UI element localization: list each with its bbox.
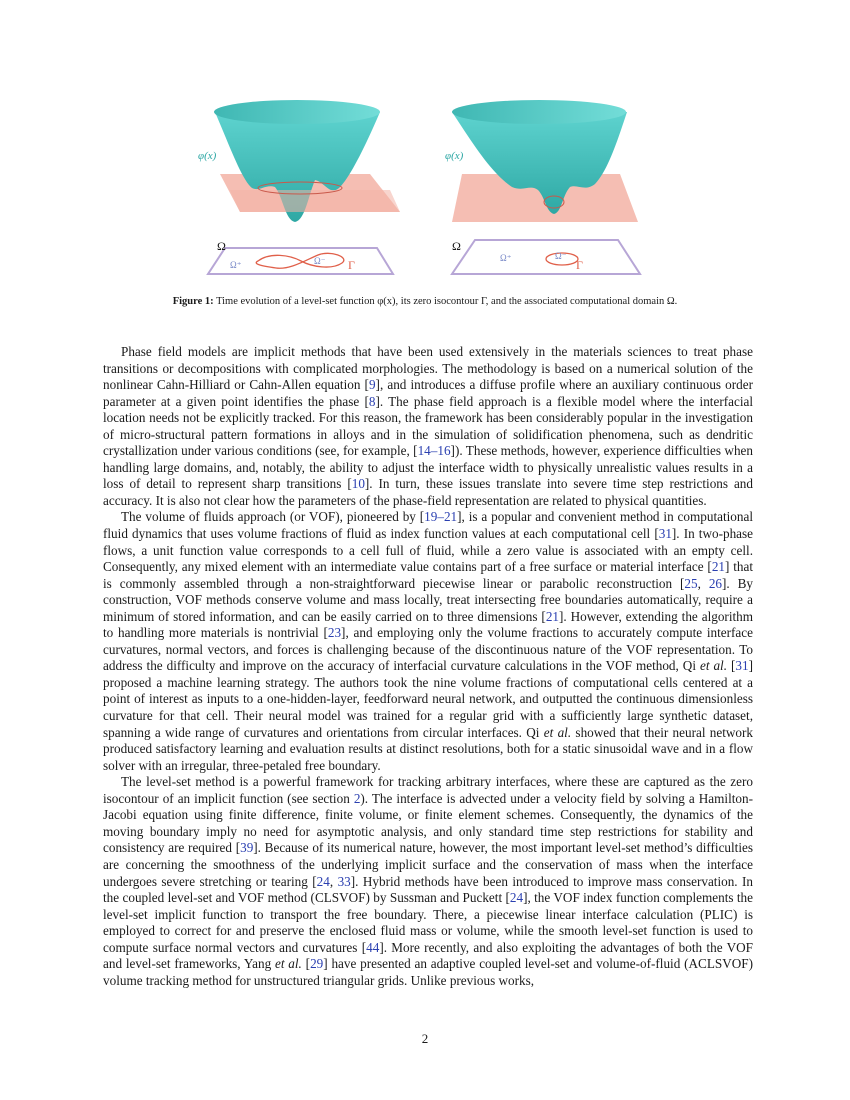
citation-link[interactable]: 21	[711, 559, 725, 575]
omega-plus-right: Ω⁺	[500, 253, 512, 263]
italic-text: et al.	[543, 724, 572, 740]
citation-link[interactable]: 8	[368, 393, 376, 409]
left-panel	[208, 100, 400, 274]
text-run: ]. Hybrid methods have been introduced to improve mass conservation. In the coupled level-set and VOF method (CLSVOF) by Sussman and Puckett [	[103, 873, 753, 906]
phi-label-right: φ(x)	[445, 150, 464, 162]
text-run: ,	[329, 873, 338, 889]
omega-plus-left: Ω⁺	[230, 260, 242, 270]
text-run: ] that is commonly assembled through a non-straightforward piecewise linear or parabolic reconstruction [	[103, 559, 754, 591]
text-run: ,	[697, 575, 709, 591]
citation-link[interactable]: 23	[327, 625, 342, 641]
text-run: ]. In turn, these issues translate into severe time step restrictions and accuracy. It is also not clear how the parameters of the phase-field representation are related to physical quantities.	[103, 476, 753, 508]
text-run: ] have presented an adaptive coupled level-set and volume-of-fluid (ACLSVOF) volume tracking method for unstructured triangular grids. Unlike previous works,	[103, 956, 753, 988]
text-run: ]. Because of its numerical nature, however, the most important level-set method’s difficulties are concerning the smoothness of the underlying implicit surface and the conservation of mass when the interface undergoes severe stretching or tearing [	[103, 840, 753, 889]
paragraph	[103, 509, 753, 774]
citation-link[interactable]: 9	[368, 377, 376, 393]
text-run: The volume of fluids approach (or VOF), pioneered by [	[121, 509, 425, 525]
surface-rim-right	[452, 100, 626, 124]
body-text	[103, 344, 753, 989]
citation-link[interactable]: 25	[684, 575, 698, 591]
citation-link[interactable]: 10	[351, 476, 365, 492]
italic-text: et al.	[699, 658, 728, 674]
paragraph	[103, 774, 753, 989]
omega-minus-right: Ω⁻	[555, 251, 567, 261]
phi-label-left: φ(x)	[198, 150, 217, 162]
citation-link[interactable]: 33	[337, 873, 351, 889]
gamma-label-left: Γ	[348, 258, 355, 272]
domain-right	[452, 240, 640, 274]
text-run: ]). These methods, however, experience difficulties when handling large domains, and, notably, the ability to adjust the interface width to physically unrealistic values results in a loss of detail to represent sharp transitions [	[103, 443, 753, 492]
citation-link[interactable]: 19–21	[424, 509, 458, 525]
text-run: ). The interface is advected under a velocity field by solving a Hamilton-Jacobi equation using finite difference, finite volume, or finite element schemes. Consequently, the dynamics of the moving boundary imply no need for asymptotic analysis, and only standard time step restrictions for stability and consistency are required [	[103, 790, 753, 856]
omega-label-right: Ω	[452, 239, 461, 253]
citation-link[interactable]: 26	[708, 575, 723, 591]
figure-1	[190, 92, 660, 282]
citation-link[interactable]: 21	[545, 608, 560, 624]
caption-text: Time evolution of a level-set function φ(x), its zero isocontour Γ, and the associated computational domain Ω.	[216, 296, 678, 307]
citation-link[interactable]: 39	[240, 840, 254, 856]
text-run: ], and employing only the volume fractions to accurately compute interface curvatures, normal vectors, and forces is challenging because of the discontinuous nature of the VOF representation. To address the difficulty and improve on the accuracy of interfacial curvature calculations in the VOF method, Qi	[103, 625, 753, 674]
text-run: ]. In two-phase flows, a unit function value corresponds to a cell full of fluid, while a zero value is associated with an empty cell. Consequently, any mixed element with an intermediate value contains part of a free surface or material interface [	[103, 526, 753, 575]
omega-label-left: Ω	[217, 239, 226, 253]
italic-text: et al.	[274, 956, 302, 972]
citation-link[interactable]: 24	[316, 873, 330, 889]
text-run: ]. By construction, VOF methods conserve volume and mass locally, treat intersecting free boundaries automatically, require a minimum of stored information, and can be easily carried on to three dimensions [	[103, 575, 754, 624]
citation-link[interactable]: 14–16	[417, 443, 451, 459]
gamma-label-right: Γ	[576, 258, 583, 272]
text-run: ], is a popular and convenient method in computational fluid dynamics that uses volume fractions of fluid as index function values at each computational cell [	[103, 509, 754, 542]
surface-rim-left	[214, 100, 380, 124]
citation-link[interactable]: 24	[509, 890, 524, 906]
text-run: ], and introduces a diffuse profile where an auxiliary continuous order parameter at a given point identifies the phase [	[103, 377, 753, 409]
text-run: ] proposed a machine learning strategy. The authors took the nine volume fractions of computational cells centered at a point of interest as inputs to a one-hidden-layer, feedforward neural network, and outputted the continuous dimensionless curvature for that cell. Their neural model was trained for a regular grid with a sufficiently large synthetic dataset, spanning a wide range of curvatures and orientations from circular interfaces. Qi	[103, 658, 753, 740]
omega-minus-left: Ω⁻	[314, 256, 326, 266]
figure-1-graphic	[190, 92, 660, 282]
figure-caption	[0, 295, 850, 309]
citation-link[interactable]: 31	[658, 526, 672, 542]
text-run: ]. The phase field approach is a flexible model where the interfacial location needs not be explicitly tracked. For this reason, the framework has been considerably popular in the investigation of micro-structural pattern formations in alloys and in the simulation of solidification phenomena, such as dendritic crystallization under various conditions (see, for example, [	[103, 393, 753, 459]
caption-label: Figure 1:	[172, 296, 214, 307]
text-run: [	[727, 658, 736, 674]
text-run: ], the VOF index function complements the level-set implicit function to transport the free boundary. There, a piecewise linear interface calculation (PLIC) is employed to correct for and preserve the enclosed fluid mass or volume, while the smooth level-set function is used to compute surface normal vectors and curvatures [	[103, 890, 753, 955]
text-run: The level-set method is a powerful framework for tracking arbitrary interfaces, where these are captured as the zero isocontour of an implicit function (see section	[103, 774, 753, 806]
zero-contour-left	[256, 253, 344, 268]
text-run: [	[301, 956, 311, 972]
citation-link[interactable]: 31	[735, 658, 749, 674]
text-run: ]. More recently, and also exploiting the advantages of both the VOF and level-set frameworks, Yang	[103, 939, 753, 972]
right-panel	[452, 100, 640, 274]
citation-link[interactable]: 29	[310, 956, 324, 972]
text-run: showed that their neural network produced satisfactory learning and evaluation results at distinct resolutions, both for a static sinusoidal wave and in a flow solver with an irregular, three-petaled free boundary.	[103, 724, 754, 773]
paragraph	[103, 344, 753, 509]
citation-link[interactable]: 2	[353, 790, 361, 806]
page-number: 2	[421, 1031, 429, 1046]
text-run: Phase field models are implicit methods that have been used extensively in the materials sciences to treat phase transitions or decompositions with complicated morphologies. The methodology is based on a numerical solution of the nonlinear Cahn-Hilliard or Cahn-Allen equation [	[103, 344, 753, 393]
citation-link[interactable]: 44	[366, 939, 380, 955]
text-run: ]. However, extending the algorithm to handling more materials is nontrivial [	[103, 608, 753, 641]
